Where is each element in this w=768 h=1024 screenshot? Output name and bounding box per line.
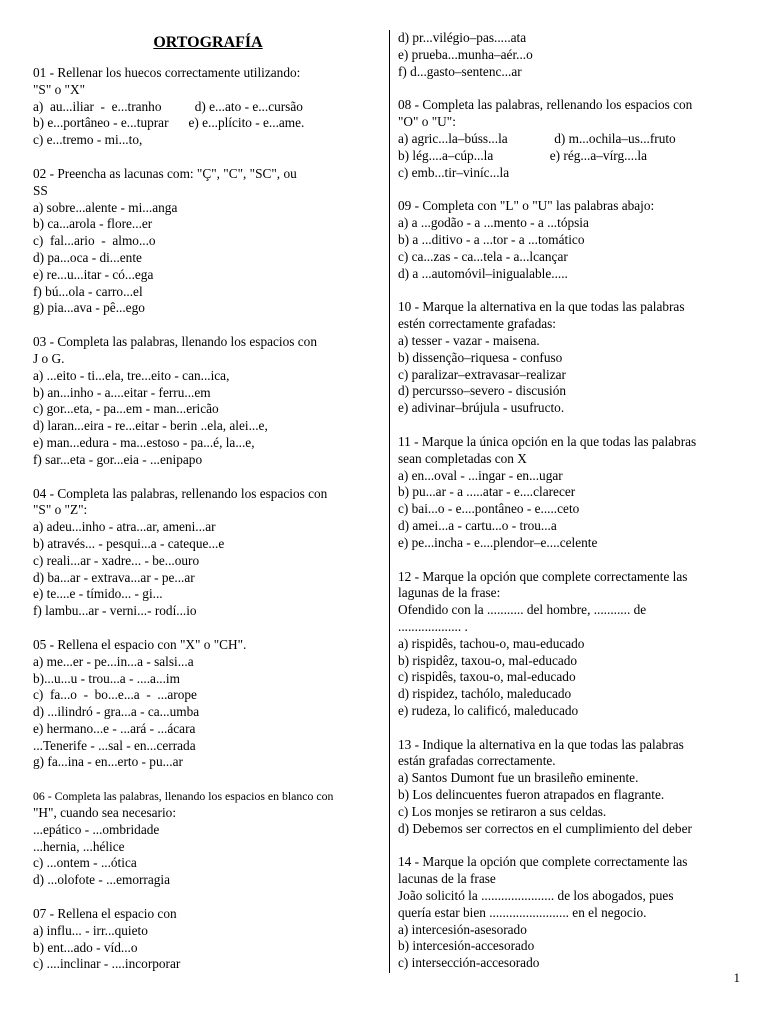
question-line: ................... . bbox=[398, 618, 468, 634]
left-column bbox=[33, 30, 383, 990]
option-line: d) ...olofote - ...emorragia bbox=[33, 872, 170, 888]
option-line: d) ba...ar - extrava...ar - pe...ar bbox=[33, 569, 195, 585]
option-line: b) lég....a–cúp...la e) rég...a–vírg....la bbox=[398, 147, 647, 163]
option-line: a) Santos Dumont fue un brasileño eminente. bbox=[398, 770, 639, 786]
option-line: c) gor...eta, - pa...em - man...ericão bbox=[33, 401, 219, 417]
option-line: c) reali...ar - xadre... - be...ouro bbox=[33, 552, 200, 568]
question-07 bbox=[33, 906, 383, 973]
question-line: "S" o "X" bbox=[33, 81, 86, 97]
option-line: b) rispidêz, taxou-o, mal-educado bbox=[398, 652, 578, 668]
option-line: e) adivinar–brújula - usufructo. bbox=[398, 400, 565, 416]
option-line: a) ...eito - ti...ela, tre...eito - can...ica, bbox=[33, 367, 230, 383]
question-08 bbox=[398, 97, 738, 181]
question-01 bbox=[33, 65, 383, 149]
question-line: están grafadas correctamente. bbox=[398, 753, 556, 769]
option-line: b) ca...arola - flore...er bbox=[33, 216, 153, 232]
option-line: a) influ... - irr...quieto bbox=[33, 922, 148, 938]
option-line: c) e...tremo - mi...to, bbox=[33, 132, 143, 148]
page-title: ORTOGRAFÍA bbox=[153, 34, 263, 51]
question-line: "S" o "Z": bbox=[33, 502, 88, 518]
question-11 bbox=[398, 434, 738, 552]
option-line: c) rispidês, taxou-o, mal-educado bbox=[398, 669, 576, 685]
option-line: a) sobre...alente - mi...anga bbox=[33, 199, 178, 215]
option-line: d) pa...oca - di...ente bbox=[33, 249, 142, 265]
question-line: 07 - Rellena el espacio con bbox=[33, 906, 177, 922]
question-line: 04 - Completa las palabras, rellenando los espacios con bbox=[33, 485, 328, 501]
question-line: "H", cuando sea necesario: bbox=[33, 805, 177, 821]
option-line: a) tesser - vazar - maisena. bbox=[398, 332, 540, 348]
page-number: 1 bbox=[733, 970, 740, 985]
option-line: g) fa...ina - en...erto - pu...ar bbox=[33, 754, 183, 770]
question-12 bbox=[398, 569, 738, 720]
question-line: 05 - Rellena el espacio con "X" o "CH". bbox=[33, 636, 247, 652]
question-line: João solicitó la ...................... de los abogados, pues bbox=[398, 888, 674, 904]
question-13 bbox=[398, 737, 738, 838]
question-line: lagunas de la frase: bbox=[398, 585, 501, 601]
option-line: c) fal...ario - almo...o bbox=[33, 233, 156, 249]
question-10 bbox=[398, 299, 738, 417]
option-line: b) e...portâneo - e...tuprar e) e...plícito - e...ame. bbox=[33, 115, 305, 131]
option-line: b) pu...ar - a .....atar - e....clarecer bbox=[398, 484, 576, 500]
right-column bbox=[398, 30, 738, 989]
option-line: e) te....e - tímido... - gi... bbox=[33, 586, 163, 602]
question-line: 08 - Completa las palabras, rellenando los espacios con bbox=[398, 97, 693, 113]
question-line: sean completadas con X bbox=[398, 450, 527, 466]
option-line: ...epático - ...ombridade bbox=[33, 821, 160, 837]
question-line: "O" o "U": bbox=[398, 114, 456, 130]
option-line: a) me...er - pe...in...a - salsi...a bbox=[33, 653, 194, 669]
question-line: 09 - Completa con "L" o "U" las palabras abajo: bbox=[398, 198, 655, 214]
option-line: b)...u...u - trou...a - ....a...im bbox=[33, 670, 180, 686]
option-line: b) dissenção–riquesa - confuso bbox=[398, 349, 563, 365]
question-06 bbox=[33, 788, 383, 889]
option-line: ...Tenerife - ...sal - en...cerrada bbox=[33, 737, 196, 753]
question-line: 06 - Completa las palabras, llenando los espacios en blanco con bbox=[33, 789, 334, 804]
option-line: f) bú...ola - carro...el bbox=[33, 283, 143, 299]
option-line: c) paralizar–extravasar–realizar bbox=[398, 366, 566, 382]
option-line: c) ....inclinar - ....incorporar bbox=[33, 956, 181, 972]
question-03 bbox=[33, 334, 383, 468]
option-line: d) rispidez, tachólo, maleducado bbox=[398, 686, 572, 702]
question-line: 14 - Marque la opción que complete correctamente las bbox=[398, 854, 688, 870]
option-line: e) prueba...munha–aér...o bbox=[398, 46, 533, 62]
question-line: Ofendido con la ........... del hombre, ........... de bbox=[398, 602, 647, 618]
question-line: 13 - Indique la alternativa en la que todas las palabras bbox=[398, 736, 684, 752]
option-line: c) emb...tir–viníc...la bbox=[398, 164, 510, 180]
option-line: a) en...oval - ...ingar - en...ugar bbox=[398, 467, 563, 483]
option-line: b) através... - pesqui...a - cateque...e bbox=[33, 535, 225, 551]
question-05 bbox=[33, 637, 383, 771]
question-line: SS bbox=[33, 182, 48, 198]
question-line: J o G. bbox=[33, 350, 65, 366]
option-line: c) ...ontem - ...ótica bbox=[33, 855, 137, 871]
option-line: g) pia...ava - pê...ego bbox=[33, 300, 145, 316]
option-line: d) Debemos ser correctos en el cumplimiento del deber bbox=[398, 820, 692, 836]
question-line: 01 - Rellenar los huecos correctamente utilizando: bbox=[33, 65, 301, 80]
option-line: a) rispidês, tachou-o, mau-educado bbox=[398, 635, 585, 651]
question-line: estén correctamente grafadas: bbox=[398, 316, 556, 332]
question-04 bbox=[33, 486, 383, 620]
option-line: c) Los monjes se retiraron a sus celdas. bbox=[398, 803, 607, 819]
option-line: d) percursso–severo - discusión bbox=[398, 383, 567, 399]
option-line: a) agric...la–búss...la d) m...ochila–us...fruto bbox=[398, 130, 676, 146]
question-line: 03 - Completa las palabras, llenando los espacios con bbox=[33, 334, 317, 350]
question-02 bbox=[33, 166, 383, 317]
option-line: f) sar...eta - gor...eia - ...enipapo bbox=[33, 451, 203, 467]
option-line: ...hernia, ...hélice bbox=[33, 838, 125, 854]
option-line: c) intersección-accesorado bbox=[398, 955, 540, 971]
option-line: f) lambu...ar - verni...- rodí...io bbox=[33, 603, 197, 619]
option-line: e) man...edura - ma...estoso - pa...é, la...e, bbox=[33, 434, 255, 450]
option-line: e) pe...incha - e....plendor–e....celente bbox=[398, 534, 598, 550]
option-line: c) fa...o - bo...e...a - ...arope bbox=[33, 687, 197, 703]
option-line: b) intercesión-accesorado bbox=[398, 938, 535, 954]
option-line: e) hermano...e - ...ará - ...ácara bbox=[33, 720, 196, 736]
question-line: 02 - Preencha as lacunas com: "Ç", "C", "SC", ou bbox=[33, 165, 297, 181]
column-divider bbox=[389, 30, 390, 973]
option-line: b) Los delincuentes fueron atrapados en flagrante. bbox=[398, 787, 665, 803]
option-line: e) re...u...itar - có...ega bbox=[33, 266, 154, 282]
question-line: quería estar bien ........................ en el negocio. bbox=[398, 904, 647, 920]
option-line: b) a ...ditivo - a ...tor - a ...tomático bbox=[398, 231, 585, 247]
option-line: b) ent...ado - víd...o bbox=[33, 939, 138, 955]
question-line: 12 - Marque la opción que complete correctamente las bbox=[398, 568, 688, 584]
question-09 bbox=[398, 198, 738, 282]
option-line: d) laran...eira - re...eitar - berin ..ela, alei...e, bbox=[33, 418, 268, 434]
question-07-continued bbox=[398, 30, 738, 80]
option-line: a) au...iliar - e...tranho d) e...ato - e...cursão bbox=[33, 98, 303, 114]
option-line: a) intercesión-asesorado bbox=[398, 921, 527, 937]
option-line: a) adeu...inho - atra...ar, ameni...ar bbox=[33, 519, 216, 535]
option-line: c) bai...o - e....pontâneo - e.....ceto bbox=[398, 501, 580, 517]
question-14 bbox=[398, 854, 738, 972]
option-line: c) ca...zas - ca...tela - a...lcançar bbox=[398, 248, 568, 264]
option-line: a) a ...godão - a ...mento - a ...tópsia bbox=[398, 215, 589, 231]
option-line: d) pr...vilégio–pas.....ata bbox=[398, 30, 527, 45]
option-line: f) d...gasto–sentenc...ar bbox=[398, 63, 522, 79]
option-line: d) ...ilindró - gra...a - ca...umba bbox=[33, 704, 200, 720]
option-line: d) a ...automóvil–inigualable..... bbox=[398, 265, 568, 281]
option-line: e) rudeza, lo calificó, maleducado bbox=[398, 702, 579, 718]
question-line: lacunas de la frase bbox=[398, 871, 496, 887]
option-line: b) an...inho - a....eitar - ferru...em bbox=[33, 384, 211, 400]
option-line: d) amei...a - cartu...o - trou...a bbox=[398, 517, 557, 533]
question-line: 11 - Marque la única opción en la que todas las palabras bbox=[398, 433, 697, 449]
question-line: 10 - Marque la alternativa en la que todas las palabras bbox=[398, 299, 685, 315]
